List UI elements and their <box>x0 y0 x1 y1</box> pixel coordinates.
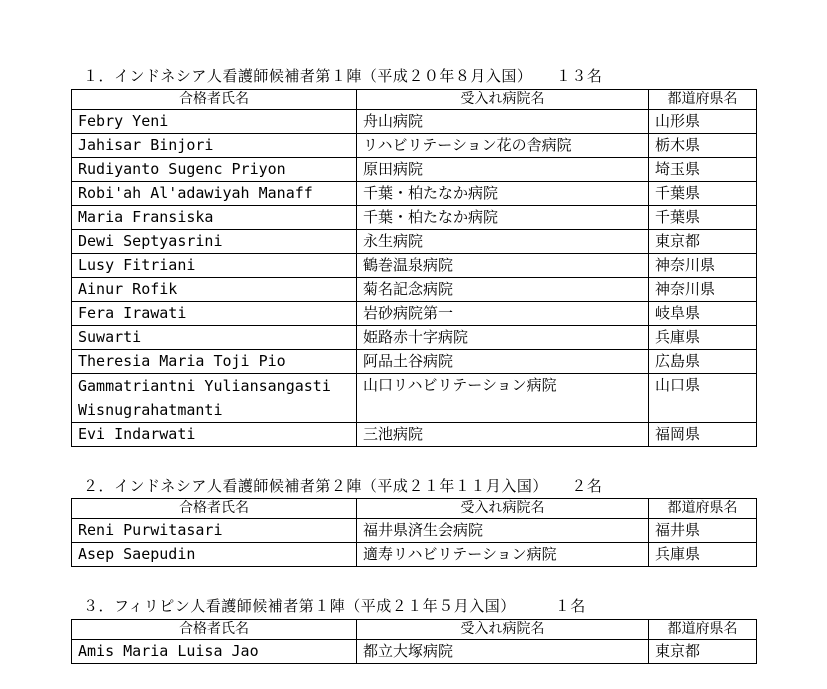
cell-prefecture: 兵庫県 <box>649 326 757 350</box>
cell-hospital: 岩砂病院第一 <box>357 302 649 326</box>
table-row <box>72 374 757 423</box>
table-row <box>72 543 757 567</box>
header-prefecture: 都道府県名 <box>649 499 757 519</box>
header-name: 合格者氏名 <box>72 620 357 640</box>
section-2-table-wrap <box>71 498 756 567</box>
cell-hospital: 鶴巻温泉病院 <box>357 254 649 278</box>
table-header-row <box>72 499 757 519</box>
cell-name: Reni Purwitasari <box>72 519 357 543</box>
cell-name: Jahisar Binjori <box>72 134 357 158</box>
cell-prefecture: 山形県 <box>649 110 757 134</box>
cell-name: Fera Irawati <box>72 302 357 326</box>
table-row <box>72 230 757 254</box>
cell-prefecture: 神奈川県 <box>649 254 757 278</box>
table-row <box>72 423 757 447</box>
header-hospital: 受入れ病院名 <box>357 499 649 519</box>
cell-hospital: 舟山病院 <box>357 110 649 134</box>
section-1-heading: １．インドネシア人看護師候補者第１陣（平成２０年８月入国） １３名 <box>83 67 603 85</box>
table-row <box>72 278 757 302</box>
section-1-table <box>71 89 757 447</box>
table-row <box>72 519 757 543</box>
table-header-row <box>72 90 757 110</box>
cell-hospital: 原田病院 <box>357 158 649 182</box>
table-row <box>72 302 757 326</box>
cell-prefecture: 福井県 <box>649 519 757 543</box>
cell-prefecture: 埼玉県 <box>649 158 757 182</box>
cell-prefecture: 神奈川県 <box>649 278 757 302</box>
cell-hospital: 千葉・柏たなか病院 <box>357 206 649 230</box>
table-row <box>72 326 757 350</box>
cell-prefecture: 広島県 <box>649 350 757 374</box>
section-2-heading: ２．インドネシア人看護師候補者第２陣（平成２１年１１月入国） ２名 <box>83 477 603 495</box>
cell-name: Dewi Septyasrini <box>72 230 357 254</box>
cell-name: Suwarti <box>72 326 357 350</box>
cell-prefecture: 山口県 <box>649 374 757 423</box>
cell-name: Febry Yeni <box>72 110 357 134</box>
cell-prefecture: 岐阜県 <box>649 302 757 326</box>
cell-hospital: リハビリテーション花の舎病院 <box>357 134 649 158</box>
header-name: 合格者氏名 <box>72 499 357 519</box>
table-row <box>72 350 757 374</box>
cell-name: Rudiyanto Sugenc Priyon <box>72 158 357 182</box>
table-header-row <box>72 620 757 640</box>
cell-hospital: 山口リハビリテーション病院 <box>357 374 649 423</box>
cell-prefecture: 千葉県 <box>649 206 757 230</box>
cell-hospital: 永生病院 <box>357 230 649 254</box>
section-3-table-wrap <box>71 619 756 664</box>
table-row <box>72 158 757 182</box>
table-row <box>72 110 757 134</box>
cell-prefecture: 千葉県 <box>649 182 757 206</box>
cell-prefecture: 東京都 <box>649 230 757 254</box>
cell-name: Theresia Maria Toji Pio <box>72 350 357 374</box>
cell-prefecture: 福岡県 <box>649 423 757 447</box>
cell-prefecture: 栃木県 <box>649 134 757 158</box>
cell-name: Evi Indarwati <box>72 423 357 447</box>
cell-name: Robi'ah Al'adawiyah Manaff <box>72 182 357 206</box>
header-prefecture: 都道府県名 <box>649 90 757 110</box>
table-row <box>72 640 757 664</box>
section-3-table <box>71 619 757 664</box>
header-name: 合格者氏名 <box>72 90 357 110</box>
table-row <box>72 182 757 206</box>
cell-name: Lusy Fitriani <box>72 254 357 278</box>
header-prefecture: 都道府県名 <box>649 620 757 640</box>
cell-hospital: 三池病院 <box>357 423 649 447</box>
cell-prefecture: 東京都 <box>649 640 757 664</box>
header-hospital: 受入れ病院名 <box>357 90 649 110</box>
cell-hospital: 都立大塚病院 <box>357 640 649 664</box>
cell-prefecture: 兵庫県 <box>649 543 757 567</box>
cell-hospital: 適寿リハビリテーション病院 <box>357 543 649 567</box>
cell-hospital: 菊名記念病院 <box>357 278 649 302</box>
cell-name: Ainur Rofik <box>72 278 357 302</box>
header-hospital: 受入れ病院名 <box>357 620 649 640</box>
section-2-table <box>71 498 757 567</box>
table-row <box>72 206 757 230</box>
cell-name: Amis Maria Luisa Jao <box>72 640 357 664</box>
cell-hospital: 姫路赤十字病院 <box>357 326 649 350</box>
cell-name: Maria Fransiska <box>72 206 357 230</box>
cell-hospital: 阿品土谷病院 <box>357 350 649 374</box>
table-row <box>72 254 757 278</box>
section-3-heading: ３．フィリピン人看護師候補者第１陣（平成２１年５月入国） １名 <box>83 597 586 615</box>
cell-hospital: 千葉・柏たなか病院 <box>357 182 649 206</box>
table-row <box>72 134 757 158</box>
cell-hospital: 福井県済生会病院 <box>357 519 649 543</box>
cell-name: Asep Saepudin <box>72 543 357 567</box>
cell-name: Gammatriantni Yuliansangasti Wisnugrahatmanti <box>72 374 357 423</box>
section-1-table-wrap <box>71 89 756 447</box>
